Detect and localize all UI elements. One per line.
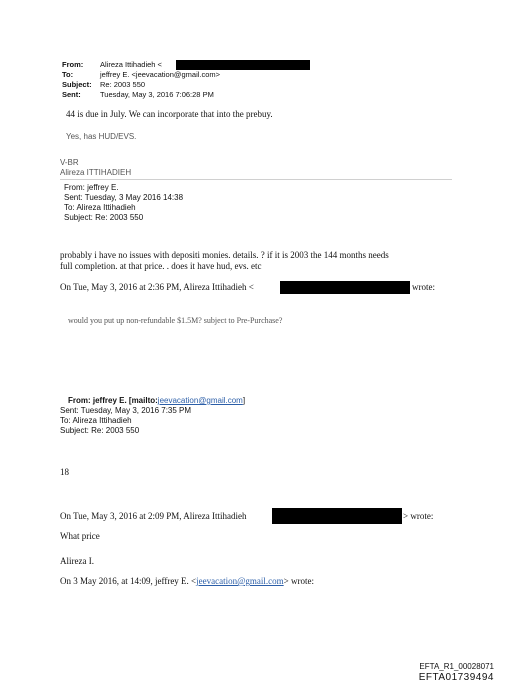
subject-value: Re: 2003 550	[100, 80, 146, 89]
quoted-signature: Alireza I.	[60, 556, 94, 566]
quote-header-suffix: > wrote:	[403, 511, 434, 521]
body-text-line: full completion. at that price. . does it have hud, evs. etc	[60, 261, 262, 271]
from-label: From:	[62, 60, 84, 69]
signature-initials: V-BR	[60, 158, 79, 167]
body-number: 18	[60, 467, 69, 477]
reply-text: Yes, has HUD/EVS.	[66, 132, 137, 141]
divider	[60, 179, 452, 180]
quote-header	[60, 576, 314, 586]
header2-from: From: jeffrey E.	[64, 183, 119, 192]
sent-label: Sent:	[62, 90, 81, 99]
subject-label: Subject:	[62, 80, 92, 89]
header2-subject: Subject: Re: 2003 550	[64, 213, 144, 222]
email-link[interactable]: jeevacation@gmail.com	[157, 396, 243, 405]
bates-number-secondary: EFTA01739494	[418, 672, 494, 683]
quote-header: On Tue, May 3, 2016 at 2:09 PM, Alireza Ittihadieh	[60, 511, 247, 521]
quoted-question: would you put up non-refundable $1.5M? subject to Pre-Purchase?	[68, 316, 283, 325]
body-text-line: probably i have no issues with depositi monies. details. ? if it is 2003 the 144 months needs	[60, 250, 389, 260]
header3-from	[68, 396, 245, 405]
signature-name: Alireza ITTIHADIEH	[60, 168, 132, 177]
to-label: To:	[62, 70, 74, 79]
from-value: Alireza Ittihadieh <	[100, 60, 162, 69]
to-value: jeffrey E. <jeevacation@gmail.com>	[100, 70, 221, 79]
redaction-box	[176, 60, 310, 70]
quote3-prefix: On 3 May 2016, at 14:09, jeffrey E. <	[60, 576, 197, 586]
redaction-box	[272, 508, 402, 524]
header3-subject: Subject: Re: 2003 550	[60, 426, 140, 435]
bates-number-primary: EFTA_R1_00028071	[419, 662, 494, 671]
quoted-text: What price	[60, 531, 100, 541]
header3-from-prefix: From: jeffrey E. [mailto:	[68, 396, 158, 405]
quote-header: On Tue, May 3, 2016 at 2:36 PM, Alireza Ittihadieh <	[60, 282, 254, 292]
header3-to: To: Alireza Ittihadieh	[60, 416, 132, 425]
sent-value: Tuesday, May 3, 2016 7:06:28 PM	[100, 90, 214, 99]
header2-sent: Sent: Tuesday, 3 May 2016 14:38	[64, 193, 184, 202]
redaction-box	[280, 281, 410, 294]
body-text: 44 is due in July. We can incorporate that into the prebuy.	[66, 109, 273, 119]
header3-from-suffix: ]	[242, 396, 246, 405]
quote3-suffix: > wrote:	[283, 576, 314, 586]
header2-to: To: Alireza Ittihadieh	[64, 203, 136, 212]
email-link[interactable]: jeevacation@gmail.com	[196, 576, 284, 586]
header3-sent: Sent: Tuesday, May 3, 2016 7:35 PM	[60, 406, 192, 415]
quote-header-suffix: wrote:	[412, 282, 435, 292]
